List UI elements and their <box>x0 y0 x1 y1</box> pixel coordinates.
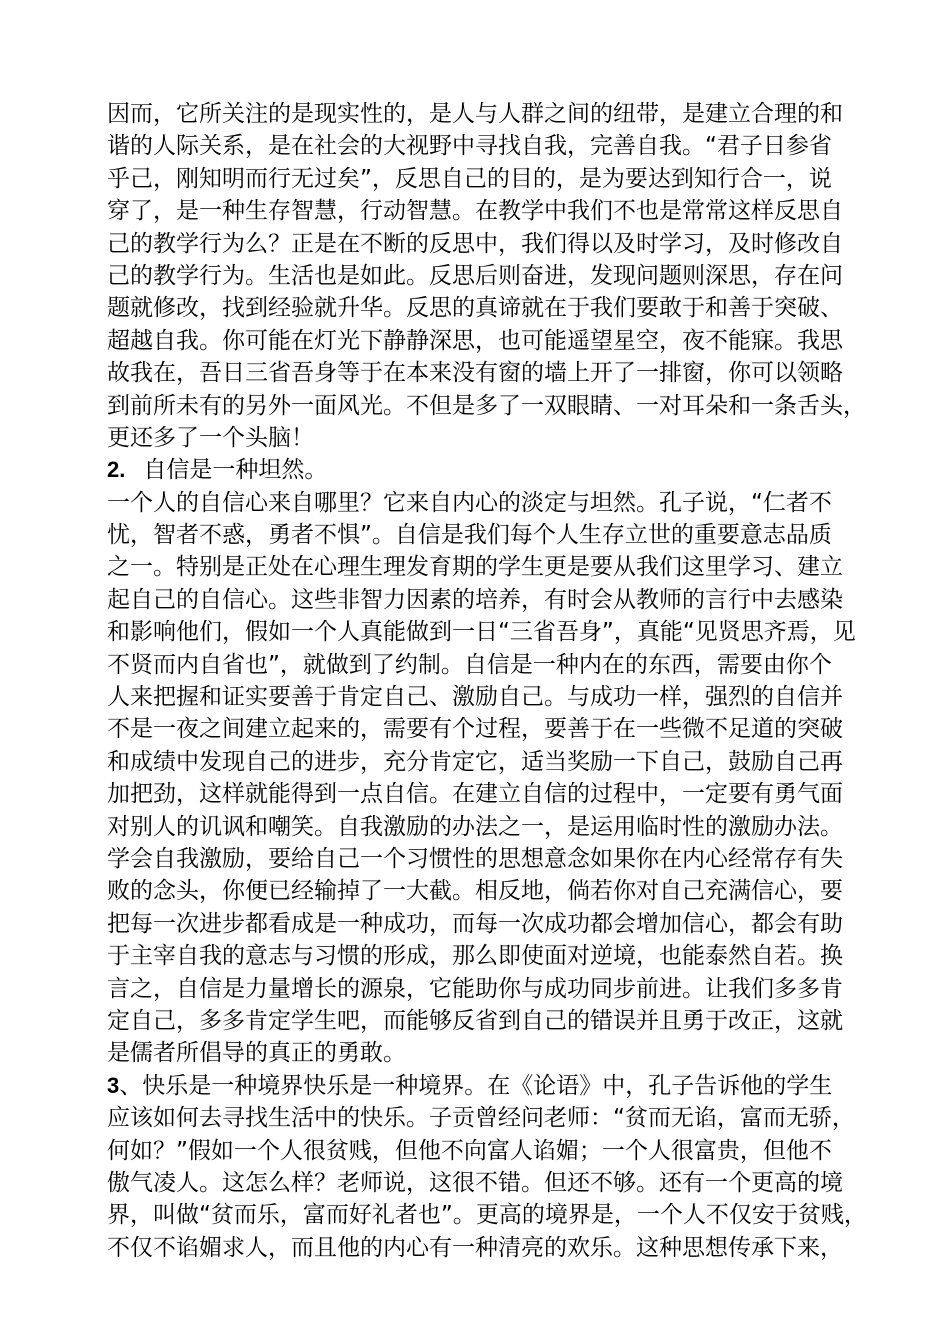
paragraph-line: 到前所未有的另外一面风光。不但是多了一双眼睛、一对耳朵和一条舌头， <box>107 392 866 419</box>
paragraph-line: 应该如何去寻找生活中的快乐。子贡曾经问老师：“贫而无谄，富而无骄， <box>107 1105 855 1132</box>
paragraph-line: 谐的人际关系，是在社会的大视野中寻找自我，完善自我。“君子日参省 <box>107 133 832 160</box>
paragraph-line: 更还多了一个头脑！ <box>107 424 314 451</box>
paragraph-line: 加把劲，这样就能得到一点自信。在建立自信的过程中，一定要有勇气面 <box>107 781 843 808</box>
section-first-line: 、快乐是一种境界快乐是一种境界。在《论语》中，孔子告诉他的学生 <box>119 1072 833 1099</box>
paragraph-line: 对别人的讥讽和嘲笑。自我激励的办法之一，是运用临时性的激励办法。 <box>107 813 843 840</box>
section-number: 3 <box>107 1072 120 1098</box>
paragraph-line: 不是一夜之间建立起来的，需要有个过程，要善于在一些微不足道的突破 <box>107 716 843 743</box>
paragraph-line: 不仅不谄媚求人，而且他的内心有一种清亮的欢乐。这种思想传承下来， <box>107 1234 843 1261</box>
section-heading-3 <box>107 1070 867 1102</box>
paragraph-line: 定自己，多多肯定学生吧，而能够反省到自己的错误并且勇于改正，这就 <box>107 1007 843 1034</box>
document-body <box>107 98 867 1264</box>
paragraph-line: 己的教学行为。生活也是如此。反思后则奋进，发现问题则深思，存在问 <box>107 262 843 289</box>
paragraph-line: 傲气凌人。这怎么样？老师说，这很不错。但还不够。还有一个更高的境 <box>107 1169 843 1196</box>
paragraph-line: 和成绩中发现自己的进步，充分肯定它，适当奖励一下自己，鼓励自己再 <box>107 748 843 775</box>
paragraph-line: 忧，智者不惑，勇者不惧”。自信是我们每个人生存立世的重要意志品质 <box>107 522 832 549</box>
paragraph-line: 故我在，吾日三省吾身等于在本来没有窗的墙上开了一排窗，你可以领略 <box>107 360 843 387</box>
section-number: 2. <box>107 457 126 483</box>
paragraph-line: 一个人的自信心来自哪里？它来自内心的淡定与坦然。孔子说，“仁者不 <box>107 489 832 516</box>
paragraph-line: 言之，自信是力量增长的源泉，它能助你与成功同步前进。让我们多多肯 <box>107 975 843 1002</box>
paragraph-line: 因而，它所关注的是现实性的，是人与人群之间的纽带，是建立合理的和 <box>107 101 843 127</box>
paragraph-line: 人来把握和证实要善于肯定自己、激励自己。与成功一样，强烈的自信并 <box>107 684 843 711</box>
paragraph-line: 不贤而内自省也”，就做到了约制。自信是一种内在的东西，需要由你个 <box>107 651 832 678</box>
paragraph-line: 超越自我。你可能在灯光下静静深思，也可能遥望星空，夜不能寐。我思 <box>107 327 843 354</box>
paragraph-line: 学会自我激励，要给自己一个习惯性的思想意念如果你在内心经常存有失 <box>107 845 843 872</box>
paragraph-line: 于主宰自我的意志与习惯的形成，那么即使面对逆境，也能泰然自若。换 <box>107 943 843 970</box>
paragraph-line: 己的教学行为么？正是在不断的反思中，我们得以及时学习，及时修改自 <box>107 230 843 257</box>
section-title: 自信是一种坦然。 <box>143 457 328 484</box>
paragraph-line: 败的念头，你便已经输掉了一大截。相反地，倘若你对自己充满信心，要 <box>107 878 843 905</box>
paragraph-line: 起自己的自信心。这些非智力因素的培养，有时会从教师的言行中去感染 <box>107 586 843 613</box>
section-heading-2 <box>107 454 867 486</box>
paragraph-line: 题就修改，找到经验就升华。反思的真谛就在于我们要敢于和善于突破、 <box>107 295 843 322</box>
paragraph-line: 把每一次进步都看成是一种成功，而每一次成功都会增加信心，都会有助 <box>107 910 843 937</box>
paragraph-line: 界，叫做“贫而乐，富而好礼者也”。更高的境界是，一个人不仅安于贫贱， <box>107 1202 867 1229</box>
paragraph-line: 之一。特别是正处在心理生理发育期的学生更是要从我们这里学习、建立 <box>107 554 843 581</box>
paragraph-line: 和影响他们，假如一个人真能做到一日“三省吾身”，真能“见贤思齐焉，见 <box>107 619 856 646</box>
paragraph-line: 乎己，刚知明而行无过矣”，反思自己的目的，是为要达到知行合一，说 <box>107 165 832 192</box>
paragraph-line: 穿了，是一种生存智慧，行动智慧。在教学中我们不也是常常这样反思自 <box>107 198 843 225</box>
paragraph-line: 是儒者所倡导的真正的勇敢。 <box>107 1040 406 1067</box>
paragraph-line: 何如？”假如一个人很贫贱，但他不向富人谄媚；一个人很富贵，但他不 <box>107 1137 832 1164</box>
